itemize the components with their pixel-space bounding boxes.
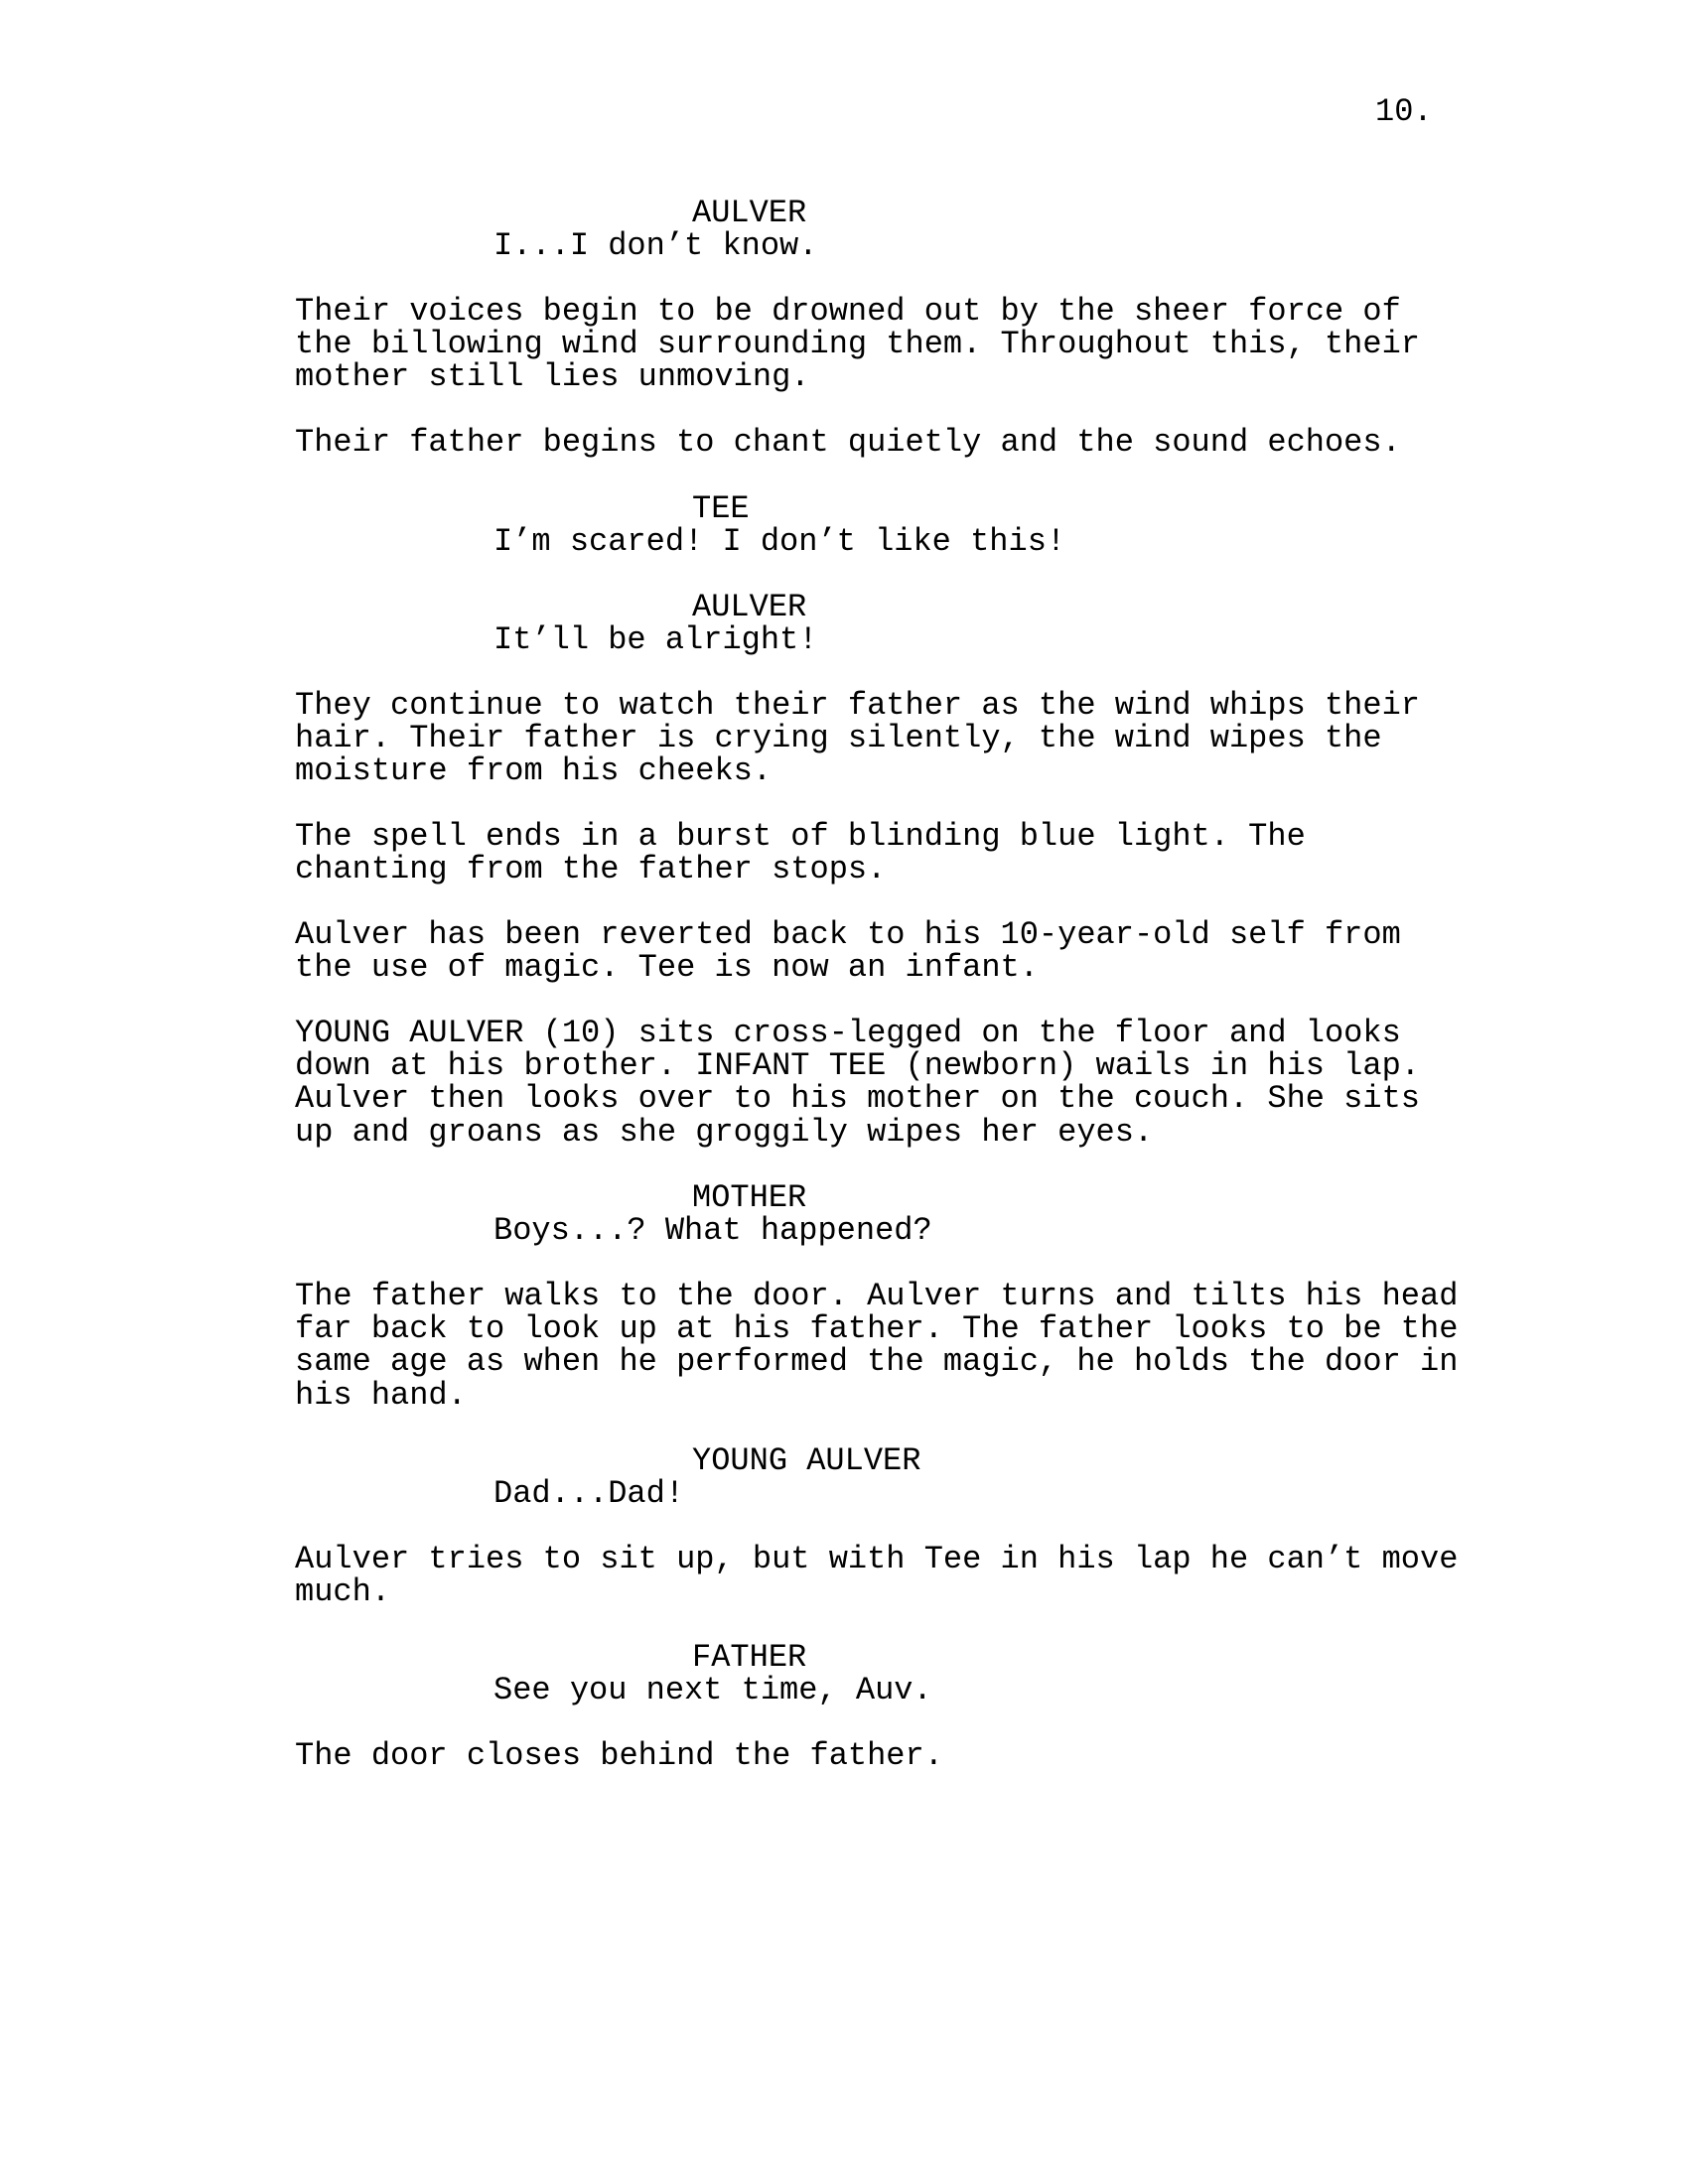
dialogue-aulver-1: I...I don’t know. <box>493 227 818 264</box>
dialogue-aulver-2: It’ll be alright! <box>493 621 818 658</box>
character-cue-young-aulver: YOUNG AULVER <box>692 1442 921 1479</box>
character-cue-father: FATHER <box>692 1639 807 1676</box>
dialogue-tee: I’m scared! I don’t like this! <box>493 523 1066 560</box>
character-cue-aulver-2: AULVER <box>692 589 807 625</box>
character-cue-mother: MOTHER <box>692 1179 807 1216</box>
character-cue-tee: TEE <box>692 490 750 527</box>
action-watch-father: They continue to watch their father as the wind whips their hair. Their father is crying silently, the wind wipes the moisture from his cheeks. <box>295 687 1420 790</box>
action-young-aulver: YOUNG AULVER (10) sits cross-legged on the floor and looks down at his brother. INFANT TEE (newborn) wails in his lap. Aulver then looks over to his mother on the couch. She sits up and groans as she groggily wipes her eyes. <box>295 1015 1420 1151</box>
dialogue-young-aulver: Dad...Dad! <box>493 1475 685 1512</box>
action-wind: Their voices begin to be drowned out by the sheer force of the billowing wind surrounding them. Throughout this, their mother still lies unmoving. <box>295 293 1420 396</box>
dialogue-father: See you next time, Auv. <box>493 1672 932 1708</box>
dialogue-mother: Boys...? What happened? <box>493 1212 932 1249</box>
action-sit-up: Aulver tries to sit up, but with Tee in his lap he can’t move much. <box>295 1541 1459 1611</box>
action-spell-ends: The spell ends in a burst of blinding blue light. The chanting from the father stops. <box>295 818 1306 888</box>
action-door-closes: The door closes behind the father. <box>295 1737 943 1774</box>
page-number: 10. <box>1375 93 1433 130</box>
character-cue-aulver: AULVER <box>692 195 807 231</box>
action-reverted: Aulver has been reverted back to his 10-year-old self from the use of magic. Tee is now an infant. <box>295 916 1401 987</box>
action-father-door: The father walks to the door. Aulver turns and tilts his head far back to look up at his father. The father looks to be the same age as when he performed the magic, he holds the door in his hand. <box>295 1278 1459 1414</box>
action-chant: Their father begins to chant quietly and the sound echoes. <box>295 424 1401 461</box>
